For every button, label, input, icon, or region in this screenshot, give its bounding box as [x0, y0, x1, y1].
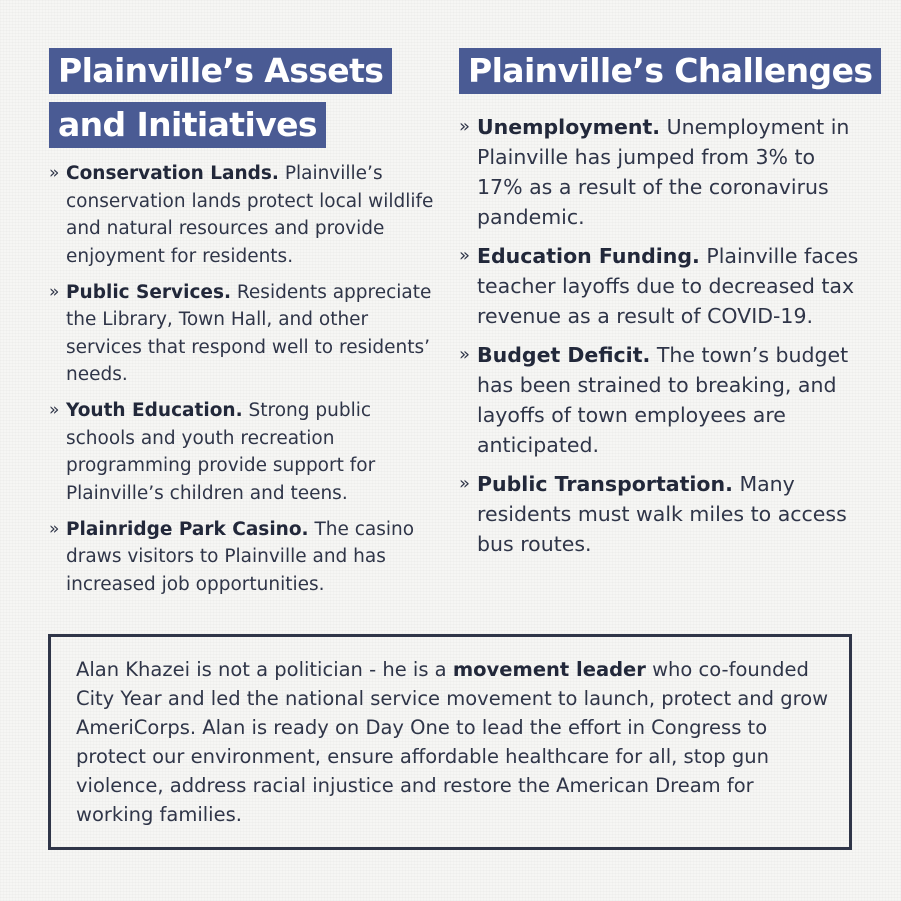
challenge-item [459, 112, 864, 232]
bullet-icon: » [49, 163, 60, 183]
assets-heading [49, 48, 444, 148]
asset-item-text: The casino draws visitors to Plainville and has increased job opportunities. [66, 518, 415, 595]
asset-item [49, 397, 444, 507]
asset-item-title: Youth Education. [66, 400, 243, 421]
bullet-icon: » [459, 245, 471, 266]
challenges-heading [459, 48, 873, 94]
challenge-item-text: Unemployment in Plainville has jumped from 3% to 17% as a result of the coronavirus pandemic. [477, 115, 850, 229]
bullet-icon: » [459, 473, 471, 494]
challenge-item [459, 241, 864, 331]
asset-item [49, 160, 444, 270]
challenges-column [459, 48, 873, 568]
bullet-icon: » [49, 518, 60, 539]
asset-item-title: Public Services. [66, 281, 232, 303]
asset-item-title: Plainridge Park Casino. [66, 518, 309, 540]
asset-item-text: Plainville’s conservation lands protect local wildlife and natural resources and provide enjoyment for residents. [66, 163, 434, 267]
challenge-item-title: Unemployment. [477, 115, 661, 139]
asset-item-text: Strong public schools and youth recreation programming provide support for Plainville’s children and teens. [66, 400, 376, 504]
bullet-icon: » [49, 281, 60, 302]
challenge-item-title: Education Funding. [477, 244, 700, 268]
challenge-item-text: The town’s budget has been strained to breaking, and layoffs of town employees are anticipated. [477, 343, 849, 457]
bullet-icon: » [459, 116, 471, 137]
challenge-item [459, 469, 864, 559]
bio-bold-phrase: movement leader [452, 658, 646, 681]
bullet-icon: » [459, 344, 471, 365]
bio-text-before: Alan Khazei is not a politician - he is a [76, 658, 453, 681]
asset-item-title: Conservation Lands. [66, 163, 279, 184]
asset-item [49, 279, 444, 389]
bio-text-after: who co-founded City Year and led the national service movement to launch, protect and grow AmeriCorps. Alan is ready on Day One to lead the effort in Congress to protect our environment, ensure affordable healthcare for all, stop gun violence, address racial injustice and restore the American Dream for working families. [76, 658, 829, 826]
challenges-list [459, 112, 864, 559]
challenge-item-text: Many residents must walk miles to access bus routes. [477, 472, 847, 556]
challenges-heading-line: Plainville’s Challenges [459, 48, 881, 94]
challenge-item-title: Public Transportation. [477, 472, 733, 496]
bullet-icon: » [49, 400, 60, 420]
challenge-item-title: Budget Deficit. [477, 343, 651, 367]
challenge-item [459, 340, 864, 460]
assets-list [49, 160, 444, 598]
assets-heading-line-2: and Initiatives [49, 102, 326, 148]
assets-heading-line-1: Plainville’s Assets [49, 48, 392, 94]
bio-box [48, 634, 852, 850]
assets-column [49, 48, 444, 607]
challenge-item-text: Plainville faces teacher layoffs due to decreased tax revenue as a result of COVID-19. [477, 244, 859, 328]
asset-item-text: Residents appreciate the Library, Town Hall, and other services that respond well to residents’ needs. [66, 281, 432, 385]
asset-item [49, 516, 444, 599]
